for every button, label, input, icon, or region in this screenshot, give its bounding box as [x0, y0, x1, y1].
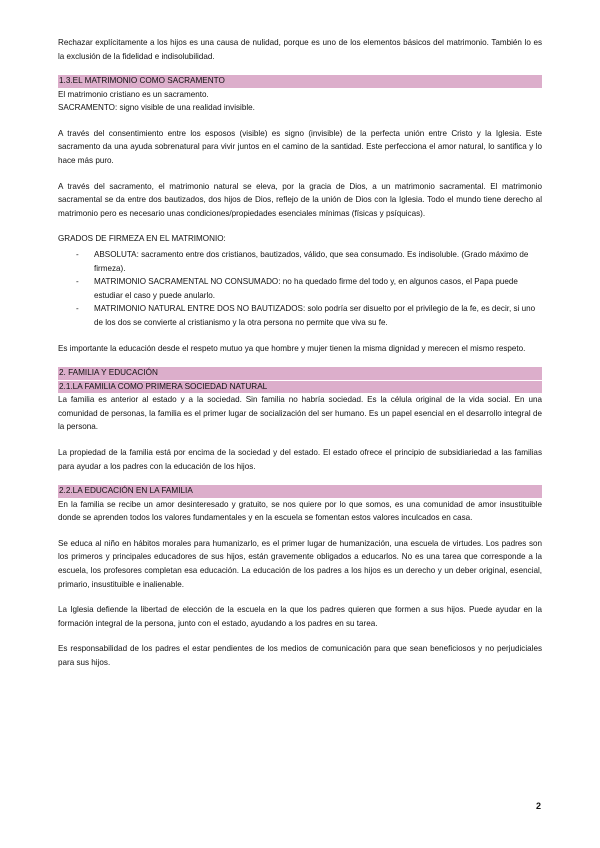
heading-familia-sociedad-natural: 2.1.LA FAMILIA COMO PRIMERA SOCIEDAD NATURAL: [58, 381, 542, 394]
paragraph-familia-anterior: La familia es anterior al estado y a la sociedad. Sin familia no habría sociedad. Es la célula original de la vida social. En una comunidad de personas, la familia es el primer lugar de socialización del ser humano. Es un papel esencial en el desarrollo integral de la persona.: [58, 395, 542, 432]
page-number: 2: [536, 801, 542, 811]
heading-familia-educacion: 2. FAMILIA Y EDUCACIÓN: [58, 367, 542, 380]
paragraph-propiedad-familia: La propiedad de la familia está por encima de la sociedad y del estado. El estado ofrece el principio de subsidiariedad a las familias para ayudar a los padres con la educación de los hijos.: [58, 447, 542, 471]
grados-list: [58, 248, 542, 330]
paragraph-libertad-eleccion: La Iglesia defiende la libertad de elección de la escuela en la que los padres quieren que formen a sus hijos. Puede ayudar en la formación integral de la persona, junto con el estado, ayudando a los padres en su tarea.: [58, 605, 542, 628]
grados-title: GRADOS DE FIRMEZA EN EL MATRIMONIO:: [58, 234, 226, 244]
list-item: - MATRIMONIO SACRAMENTAL NO CONSUMADO: no ha quedado firme del todo y, en algunos casos, el Papa puede estudiar el caso y puede anularlo.: [76, 277, 518, 300]
paragraph-medios-comunicacion: Es responsabilidad de los padres el estar pendientes de los medios de comunicación para que sean beneficiosos y no perjudiciales para sus hijos.: [58, 644, 542, 667]
heading-educacion-familia: 2.2.LA EDUCACIÓN EN LA FAMILIA: [58, 485, 542, 498]
document-page: [58, 36, 542, 670]
paragraph-respeto-mutuo: Es importante la educación desde el respeto mutuo ya que hombre y mujer tienen la misma dignidad y merecen el mismo respeto.: [58, 343, 526, 353]
paragraph-matrimonio-cristiano: El matrimonio cristiano es un sacramento.: [58, 89, 209, 99]
list-item: - ABSOLUTA: sacramento entre dos cristianos, bautizados, válido, que sea consumado. Es indisoluble. (Grado máximo de firmeza).: [76, 250, 529, 273]
paragraph-matrimonio-sacramental: A través del sacramento, el matrimonio natural se eleva, por la gracia de Dios, a un matrimonio sacramental. El matrimonio sacramental se da entre dos bautizados, dos hijos de Dios, reflejo de la unión de Dios con la Iglesia. Todo el mundo tiene derecho al matrimonio pero es necesario unas condiciones/propiedades esenciales mínimas (físicas y psíquicas).: [58, 181, 542, 218]
paragraph-amor-desinteresado: En la familia se recibe un amor desinteresado y gratuito, se nos quiere por lo que somos, es una comunidad de amor insustituible donde se aprenden todos los valores fundamentales y en la escuela se fomentan estos valores inculcados en casa.: [58, 499, 542, 523]
heading-matrimonio-sacramento: 1.3.EL MATRIMONIO COMO SACRAMENTO: [58, 75, 542, 88]
paragraph-sacramento-definicion: SACRAMENTO: signo visible de una realidad invisible.: [58, 103, 255, 113]
list-item: - MATRIMONIO NATURAL ENTRE DOS NO BAUTIZADOS: solo podría ser disuelto por el privilegio de la fe, es decir, si uno de los dos se convierte al cristianismo y la otra persona no permite que viva su fe.: [76, 304, 536, 327]
paragraph-habitos-morales: Se educa al niño en hábitos morales para humanizarlo, es el primer lugar de humanización, una escuela de virtudes. Los padres son los primeros y principales educadores de sus hijos, están gravemente obligados a educarlos. No es una tarea que corresponde a la escuela, los profesores completan esa educación. La educación de los padres a los hijos es un derecho y un deber original, esencial, primario, insustituible e inalienable.: [58, 538, 542, 589]
paragraph-nulidad: Rechazar explícitamente a los hijos es una causa de nulidad, porque es uno de los elementos básicos del matrimonio. También lo es la exclusión de la fidelidad e indisolubilidad.: [58, 38, 542, 61]
paragraph-consentimiento: A través del consentimiento entre los esposos (visible) es signo (invisible) de la perfecta unión entre Cristo y la Iglesia. Este sacramento da una ayuda sobrenatural para vivir juntos en el camino de la santidad. Este perfecciona el amor natural, lo santifica y lo hace más puro.: [58, 128, 542, 166]
